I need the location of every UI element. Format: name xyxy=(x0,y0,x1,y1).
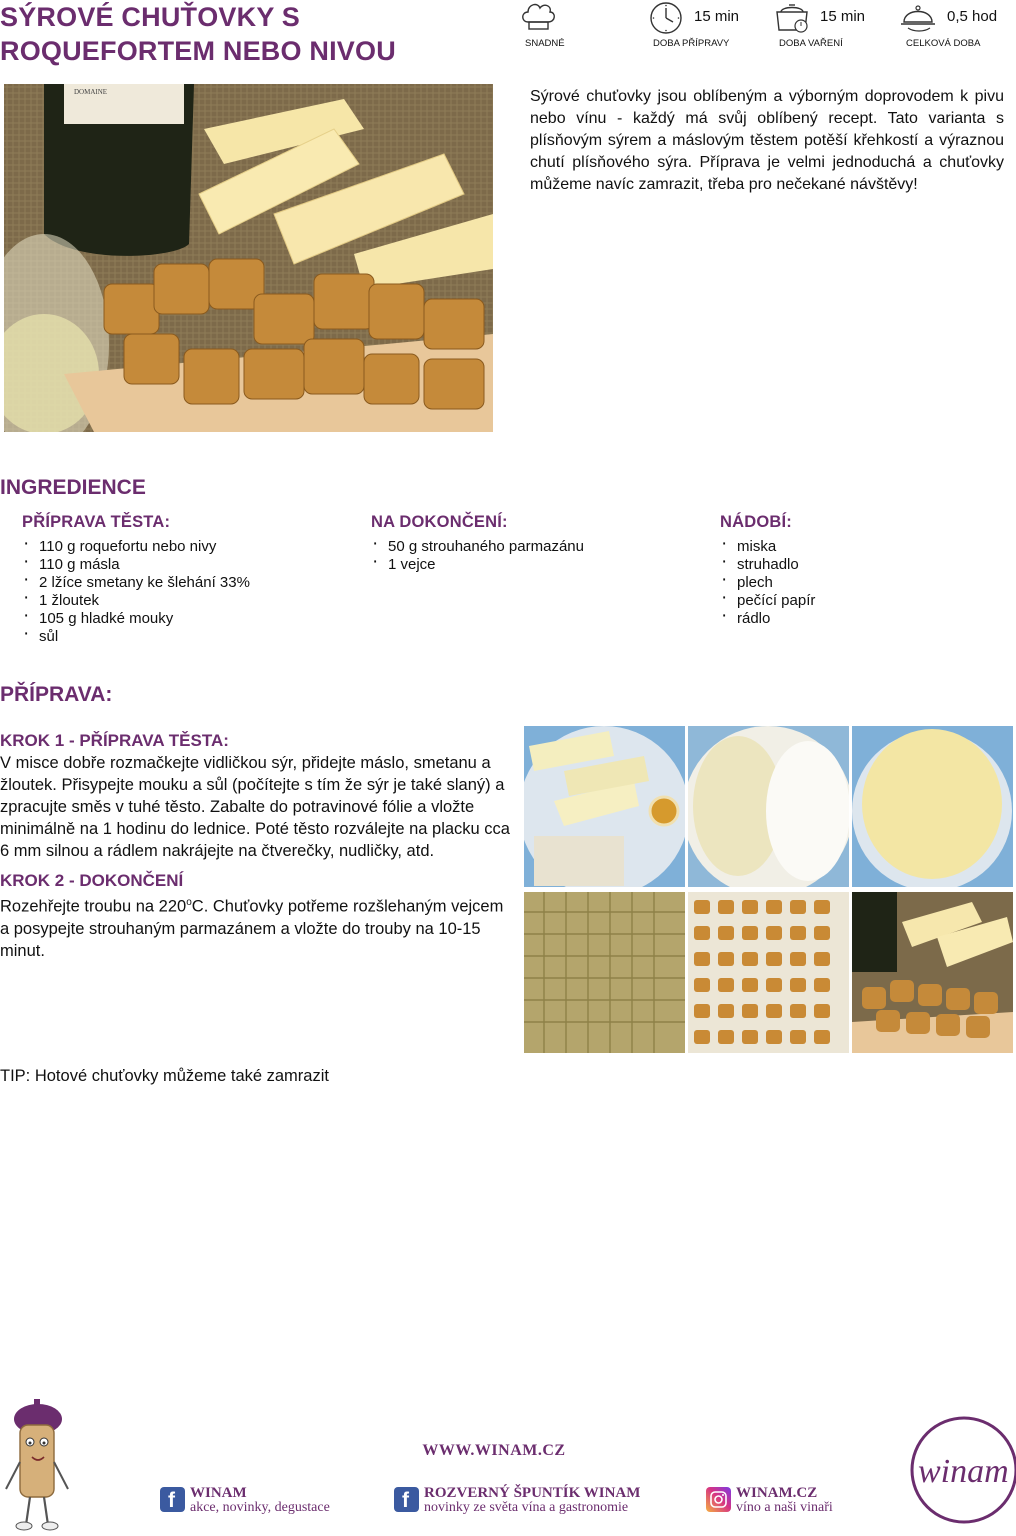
step-photo-mixing xyxy=(688,726,849,887)
winam-logo xyxy=(906,1410,1016,1528)
total-time-value: 0,5 hod xyxy=(947,8,998,25)
chef-hat-icon xyxy=(518,0,558,34)
meta-prep-time xyxy=(648,0,758,50)
equipment-item: · rádlo xyxy=(720,610,1000,628)
step-photo-served xyxy=(852,892,1013,1053)
step-photo-grid xyxy=(524,726,1014,1054)
prep-time-label: DOBA PŘÍPRAVY xyxy=(653,38,730,49)
hero-photo xyxy=(4,84,493,432)
equipment-item: · miska xyxy=(720,538,1000,556)
serving-cloche-icon xyxy=(900,0,940,36)
ingredient-item: · 110 g másla xyxy=(22,556,352,574)
meta-cook-time xyxy=(773,0,883,50)
ingredient-item: · 1 žloutek xyxy=(22,592,352,610)
ingredients-heading: INGREDIENCE xyxy=(0,476,146,499)
ingredient-group-finishing xyxy=(371,513,701,574)
hero-photo-illustration xyxy=(4,84,493,432)
ingredient-group-heading: NA DOKONČENÍ: xyxy=(371,513,508,531)
step-2-text: Rozehřejte troubu na 220$^o$C. Chuťovky potřeme rozšlehaným vejcem a posypejte strouhaným parmazánem a vložte do trouby na 10-15 minut. xyxy=(0,897,504,960)
equipment-item: · struhadlo xyxy=(720,556,1000,574)
clock-icon xyxy=(648,0,684,36)
method-steps xyxy=(0,730,515,970)
ingredient-group-heading: NÁDOBÍ: xyxy=(720,513,792,531)
step-1-heading: KROK 1 - PŘÍPRAVA TĚSTA: xyxy=(0,731,229,750)
equipment-item: · pečící papír xyxy=(720,592,1000,610)
facebook-icon: f xyxy=(160,1487,185,1512)
facebook-icon: f xyxy=(394,1487,419,1512)
footer-link-instagram[interactable] xyxy=(706,1487,866,1517)
ingredient-item: · 105 g hladké mouky xyxy=(22,610,352,628)
ingredient-item: · 1 vejce xyxy=(371,556,701,574)
prep-time-value: 15 min xyxy=(694,8,740,25)
step-photo-ingredients xyxy=(524,726,685,887)
step-photo-dough xyxy=(852,726,1013,887)
ingredient-item: · sůl xyxy=(22,628,352,646)
ingredient-item: · 2 lžíce smetany ke šlehání 33% xyxy=(22,574,352,592)
recipe-title: SÝROVÉ CHUŤOVKY S ROQUEFORTEM NEBO NIVOU xyxy=(0,2,396,66)
instagram-icon xyxy=(706,1487,731,1512)
footer-link-sub: novinky ze světa vína a gastronomie xyxy=(424,1500,629,1515)
tip-text: TIP: Hotové chuťovky můžeme také zamrazit xyxy=(0,1067,329,1085)
ingredient-group-dough xyxy=(22,513,352,646)
footer-link-facebook-winam[interactable] xyxy=(160,1487,380,1517)
ingredient-group-heading: PŘÍPRAVA TĚSTA: xyxy=(22,513,171,531)
footer-link-name: WINAM xyxy=(190,1485,247,1501)
cooking-pot-icon xyxy=(773,0,813,36)
ingredient-group-equipment xyxy=(720,513,1000,628)
equipment-item: · plech xyxy=(720,574,1000,592)
total-time-label: CELKOVÁ DOBA xyxy=(906,38,981,49)
step-2-heading: KROK 2 - DOKONČENÍ xyxy=(0,871,184,890)
bottle-label-text: DOMAINE xyxy=(74,88,108,96)
ingredient-item: · 50 g strouhaného parmazánu xyxy=(371,538,701,556)
footer-link-name: ROZVERNÝ ŠPUNTÍK WINAM xyxy=(424,1485,641,1501)
step-1-text: V misce dobře rozmačkejte vidličkou sýr, přidejte máslo, smetanu a žloutek. Přisypejte mouku a sůl (počítejte s tím že sýr je také slaný) a zpracujte směs v tuhé těsto. Zabalte do potravinové fólie a vložte minimálně na 1 hodinu do lednice. Poté těsto rozválejte na placku cca 6 mm silnou a rádlem nakrájejte na čtverečky, nudličky, atd. xyxy=(0,754,510,860)
cork-mascot xyxy=(2,1397,74,1531)
meta-total-time xyxy=(900,0,1012,50)
step-photo-baked xyxy=(688,892,849,1053)
logo-text: winam xyxy=(918,1453,1009,1490)
intro-paragraph: Sýrové chuťovky jsou oblíbeným a výborným doprovodem k pivu nebo vínu - každý má svůj oblíbený recept. Tato varianta s plísňovým sýrem a máslovým těstem potěší křehkostí a výraznou chutí plísňového sýra. Příprava je velmi jednoduchá a chuťovky můžeme navíc zamrazit, třeba pro nečekané návštěvy! xyxy=(530,88,1004,193)
footer-link-facebook-spuntik[interactable] xyxy=(394,1487,684,1517)
footer-link-sub: víno a naši vinaři xyxy=(736,1500,833,1515)
website-link[interactable]: WWW.WINAM.CZ xyxy=(422,1442,566,1459)
ingredient-item: · 110 g roquefortu nebo nivy xyxy=(22,538,352,556)
cook-time-label: DOBA VAŘENÍ xyxy=(779,38,843,49)
meta-difficulty xyxy=(518,0,578,50)
cook-time-value: 15 min xyxy=(820,8,866,25)
footer-link-sub: akce, novinky, degustace xyxy=(190,1500,330,1515)
footer-link-name: WINAM.CZ xyxy=(736,1485,818,1501)
method-heading: PŘÍPRAVA: xyxy=(0,683,113,706)
difficulty-label: SNADNÉ xyxy=(525,38,565,49)
step-photo-cut-squares xyxy=(524,892,685,1053)
